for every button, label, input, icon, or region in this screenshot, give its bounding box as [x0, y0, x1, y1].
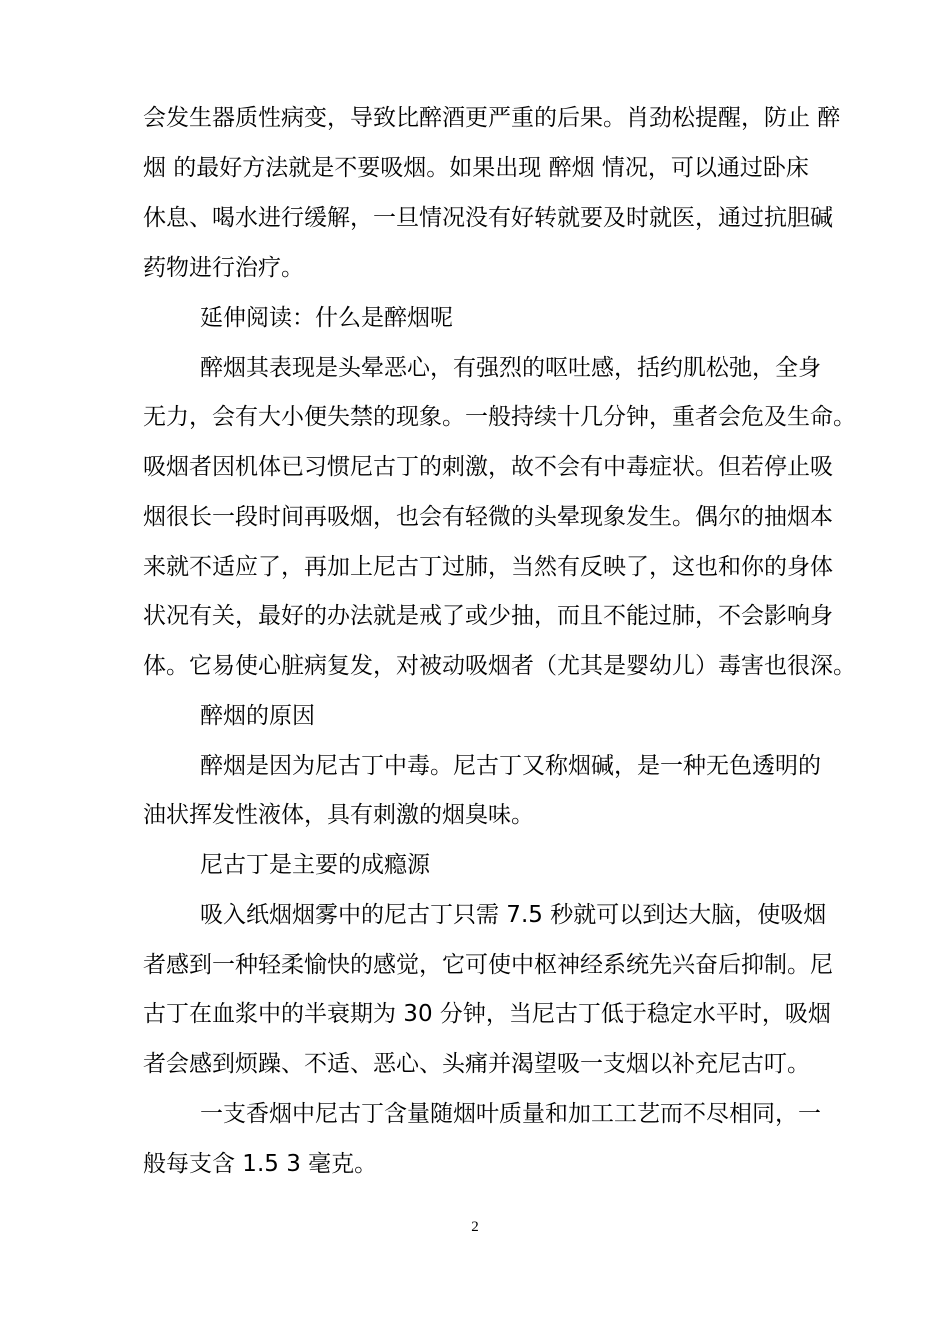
section-heading: 延伸阅读：什么是醉烟呢 — [200, 305, 453, 331]
body-line: 烟很长一段时间再吸烟，也会有轻微的头晕现象发生。偶尔的抽烟本 — [143, 504, 833, 530]
body-line: 吸入纸烟烟雾中的尼古丁只需 7.5 秒就可以到达大脑，使吸烟 — [200, 902, 827, 928]
body-line: 者会感到烦躁、不适、恶心、头痛并渴望吸一支烟以补充尼古叮。 — [143, 1051, 810, 1077]
section-heading: 醉烟的原因 — [200, 703, 315, 729]
body-line: 一支香烟中尼古丁含量随烟叶质量和加工工艺而不尽相同，一 — [200, 1101, 821, 1127]
body-line: 油状挥发性液体，具有刺激的烟臭味。 — [143, 802, 534, 828]
body-line: 药物进行治疗。 — [143, 255, 304, 281]
body-line: 会发生器质性病变，导致比醉酒更严重的后果。肖劲松提醒，防止 醉 — [143, 105, 841, 131]
body-line: 状况有关，最好的办法就是戒了或少抽，而且不能过肺，不会影响身 — [143, 603, 833, 629]
body-line: 无力，会有大小便失禁的现象。一般持续十几分钟，重者会危及生命。 — [143, 404, 856, 430]
body-line: 醉烟是因为尼古丁中毒。尼古丁又称烟碱，是一种无色透明的 — [200, 753, 821, 779]
page-number: 2 — [471, 1219, 479, 1235]
body-line: 般每支含 1.5 3 毫克。 — [143, 1151, 378, 1177]
body-line: 体。它易使心脏病复发，对被动吸烟者（尤其是婴幼儿）毒害也很深。 — [143, 653, 856, 679]
body-line: 醉烟其表现是头晕恶心，有强烈的呕吐感，括约肌松弛，全身 — [200, 355, 821, 381]
body-line: 吸烟者因机体已习惯尼古丁的刺激，故不会有中毒症状。但若停止吸 — [143, 454, 833, 480]
section-heading: 尼古丁是主要的成瘾源 — [200, 852, 430, 878]
body-line: 休息、喝水进行缓解，一旦情况没有好转就要及时就医，通过抗胆碱 — [143, 205, 833, 231]
body-line: 烟 的最好方法就是不要吸烟。如果出现 醉烟 情况，可以通过卧床 — [143, 155, 809, 181]
body-line: 古丁在血浆中的半衰期为 30 分钟，当尼古丁低于稳定水平时，吸烟 — [143, 1001, 831, 1027]
body-line: 来就不适应了，再加上尼古丁过肺，当然有反映了，这也和你的身体 — [143, 554, 833, 580]
body-line: 者感到一种轻柔愉快的感觉，它可使中枢神经系统先兴奋后抑制。尼 — [143, 952, 833, 978]
